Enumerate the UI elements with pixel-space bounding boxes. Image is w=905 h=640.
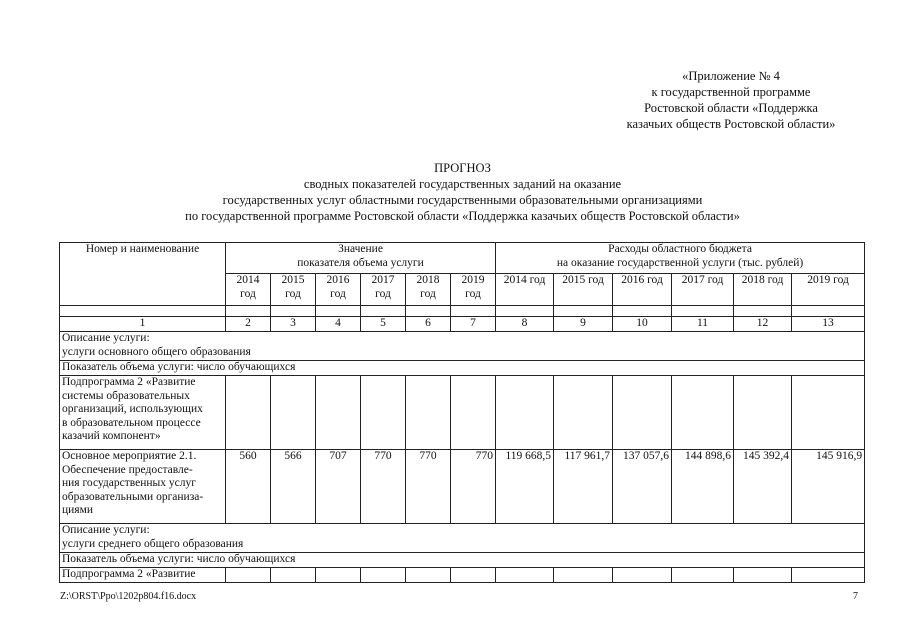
column-number: 12 [734,317,792,332]
column-number: 8 [496,317,554,332]
empty-cell [226,568,271,583]
subprogram-row [60,376,865,450]
indicator-value: 770 [406,450,451,524]
empty-cell [672,376,734,450]
service-description-row [60,524,865,553]
service-description-line: Описание услуги: [62,332,150,344]
empty-cell [734,568,792,583]
column-number: 2 [226,317,271,332]
measure-line: циями [62,504,94,516]
column-number: 3 [271,317,316,332]
column-number: 13 [792,317,865,332]
spacer-cell [60,306,226,317]
column-number: 11 [672,317,734,332]
column-number: 7 [451,317,496,332]
service-description [60,524,865,553]
empty-cell [271,376,316,450]
year-cell [271,274,316,306]
measure-row [60,450,865,524]
column-number-row [60,317,865,332]
year-word: год [420,287,436,300]
spacer-cell [554,306,613,317]
indicator-value: 707 [316,450,361,524]
year-cell [316,274,361,306]
subprogram-line: в образовательном процессе [62,416,201,429]
subprogram-line: системы образовательных [62,389,190,402]
forecast-table [59,242,865,583]
empty-cell [496,376,554,450]
spacer-cell [496,306,554,317]
year-number: 2017 [371,274,395,286]
year-word: год [375,287,391,300]
year-word: год [240,287,256,300]
title-line: государственных услуг областными государственными образовательными организациями [222,193,703,207]
header-expense-line: на оказание государственной услуги (тыс. рублей) [556,256,804,269]
service-description-line: Описание услуги: [62,524,150,536]
year-number: 2018 [416,274,440,286]
title-line: сводных показателей государственных заданий на оказание [303,177,622,191]
measure-line: Обеспечение предоставле- [62,463,193,476]
empty-cell [792,376,865,450]
indicator-row [60,361,865,376]
empty-cell [406,376,451,450]
column-number: 9 [554,317,613,332]
header-indicator-line: показателя объема услуги [297,256,424,269]
service-description-line: услуги среднего общего образования [62,537,244,550]
title-main: ПРОГНОЗ [434,161,491,175]
indicator-value: 770 [361,450,406,524]
column-number: 6 [406,317,451,332]
empty-cell [613,376,672,450]
year-number: 2015 [281,274,305,286]
measure-line: ния государственных услуг [62,477,196,489]
appendix-line: «Приложение № 4 [682,69,780,83]
indicator-row [60,553,865,568]
spacer-cell [734,306,792,317]
subprogram-row [60,568,865,583]
empty-cell [496,568,554,583]
appendix-line: казачьих обществ Ростовской области» [626,117,836,131]
service-description-line: услуги основного общего образования [62,345,251,358]
expense-year-cell: 2014 год [496,274,554,306]
measure-name [60,450,226,524]
expense-year-cell: 2018 год [734,274,792,306]
header-name [60,243,226,306]
year-word: год [465,287,481,300]
indicator-value: 566 [271,450,316,524]
spacer-cell [792,306,865,317]
spacer-cell [672,306,734,317]
year-number: 2019 [461,274,485,286]
header-indicator-line: Значение [338,243,383,255]
spacer-cell [406,306,451,317]
subprogram-name: Подпрограмма 2 «Развитие [60,568,226,583]
spacer-cell [361,306,406,317]
subprogram-line: казачий компонент» [62,430,161,442]
year-cell [406,274,451,306]
year-word: год [330,287,346,300]
expense-value: 145 392,4 [734,450,792,524]
empty-cell [361,568,406,583]
appendix-line: к государственной программе [651,85,811,99]
indicator-value: 770 [451,450,496,524]
header-expense [496,243,865,274]
column-number: 4 [316,317,361,332]
header-expense-line: Расходы областного бюджета [608,243,752,255]
column-number: 5 [361,317,406,332]
empty-cell [734,376,792,450]
empty-cell [554,568,613,583]
spacer-cell [271,306,316,317]
expense-year-cell: 2016 год [613,274,672,306]
subprogram-line: Подпрограмма 2 «Развитие [62,376,196,388]
year-cell [451,274,496,306]
empty-cell [554,376,613,450]
expense-value: 119 668,5 [496,450,554,524]
measure-line: Основное мероприятие 2.1. [62,450,197,462]
appendix-line: Ростовской области «Поддержка [644,101,818,115]
expense-year-cell: 2019 год [792,274,865,306]
column-number: 10 [613,317,672,332]
empty-cell [316,376,361,450]
expense-value: 144 898,6 [672,450,734,524]
empty-cell [406,568,451,583]
empty-cell [361,376,406,450]
empty-cell [672,568,734,583]
expense-value: 117 961,7 [554,450,613,524]
subprogram-line: организаций, использующих [62,403,203,415]
year-word: год [285,287,301,300]
year-number: 2014 [236,274,260,286]
indicator-label: Показатель объема услуги: число обучающихся [60,553,865,568]
year-cell [226,274,271,306]
expense-year-cell: 2015 год [554,274,613,306]
expense-value: 145 916,9 [792,450,865,524]
spacer-cell [226,306,271,317]
table-header-row [60,243,865,274]
subprogram-name [60,376,226,450]
year-number: 2016 [326,274,350,286]
footer-page-number: 7 [853,591,858,602]
column-number: 1 [60,317,226,332]
spacer-cell [316,306,361,317]
spacer-cell [451,306,496,317]
spacer-cell [613,306,672,317]
table-spacer-row [60,306,865,317]
indicator-value: 560 [226,450,271,524]
title-line: по государственной программе Ростовской области «Поддержка казачьих обществ Ростовской области» [185,209,740,223]
service-description [60,332,865,361]
empty-cell [792,568,865,583]
measure-line: образовательными организа- [62,490,204,503]
year-cell [361,274,406,306]
expense-year-cell: 2017 год [672,274,734,306]
empty-cell [613,568,672,583]
empty-cell [271,568,316,583]
appendix-caption [600,68,862,132]
expense-value: 137 057,6 [613,450,672,524]
empty-cell [451,376,496,450]
empty-cell [316,568,361,583]
empty-cell [451,568,496,583]
footer-file-path: Z:\ORST\Ppo\1202p804.f16.docx [60,591,197,602]
indicator-label: Показатель объема услуги: число обучающихся [60,361,865,376]
service-description-row [60,332,865,361]
header-name-text: Номер и наименование [85,243,200,255]
header-indicator [226,243,496,274]
empty-cell [226,376,271,450]
document-title [60,160,865,224]
